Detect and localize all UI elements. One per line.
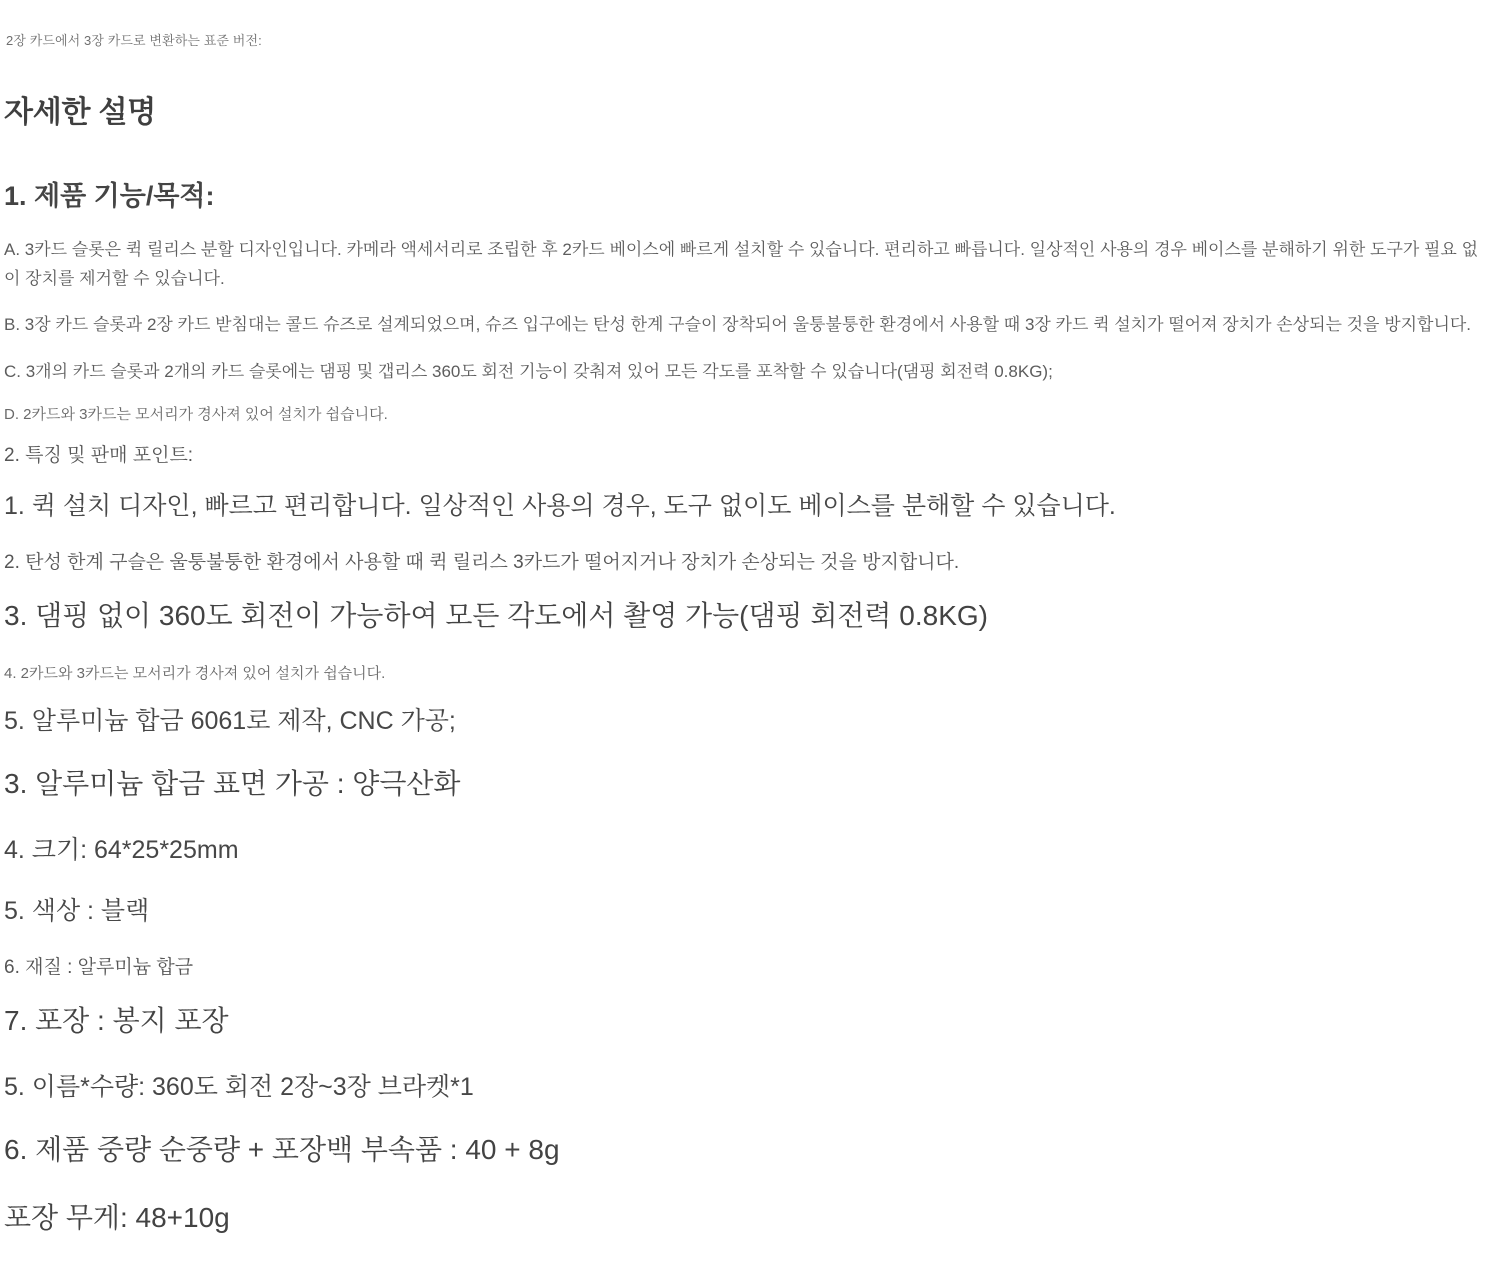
header-note: 2장 카드에서 3장 카드로 변환하는 표준 버전: <box>6 33 262 48</box>
page-title: 자세한 설명 <box>4 96 157 130</box>
selling-point-5-material-cnc: 5. 알루미늄 합금 6061로 제작, CNC 가공; <box>4 706 456 735</box>
spec-product-weight: 6. 제품 중량 순중량 + 포장백 부속품 : 40 + 8g <box>4 1133 560 1165</box>
feature-item-a: A. 3카드 슬롯은 퀵 릴리스 분할 디자인입니다. 카메라 액세서리로 조립한 후 2카드 베이스에 빠르게 설치할 수 있습니다. 편리하고 빠릅니다. 일상적인 사용의 경우 베이스를 분해하기 위한 도구가 필요 없이 장치를 제거할 수 있습니다. <box>4 239 1479 289</box>
spec-material: 6. 재질 : 알루미늄 합금 <box>4 956 194 978</box>
spec-package-weight: 포장 무게: 48+10g <box>4 1201 230 1233</box>
spec-surface-treatment: 3. 알루미늄 합금 표면 가공 : 양극산화 <box>4 767 461 799</box>
spec-packaging: 7. 포장 : 봉지 포장 <box>4 1004 229 1036</box>
spec-color: 5. 색상 : 블랙 <box>4 896 150 925</box>
feature-item-c: C. 3개의 카드 슬롯과 2개의 카드 슬롯에는 댐핑 및 갭리스 360도 회전 기능이 갖춰져 있어 모든 각도를 포착할 수 있습니다(댐핑 회전력 0.8KG); <box>4 361 1053 381</box>
section-heading-features-purpose: 1. 제품 기능/목적: <box>4 180 215 211</box>
spec-name-quantity: 5. 이름*수량: 360도 회전 2장~3장 브라켓*1 <box>4 1072 474 1101</box>
selling-point-1: 1. 퀵 설치 디자인, 빠르고 편리합니다. 일상적인 사용의 경우, 도구 없이도 베이스를 분해할 수 있습니다. <box>4 491 1116 520</box>
spec-size: 4. 크기: 64*25*25mm <box>4 835 239 864</box>
selling-point-4: 4. 2카드와 3카드는 모서리가 경사져 있어 설치가 쉽습니다. <box>4 664 386 682</box>
selling-point-2: 2. 탄성 한계 구슬은 울퉁불퉁한 환경에서 사용할 때 퀵 릴리스 3카드가 떨어지거나 장치가 손상되는 것을 방지합니다. <box>4 551 960 573</box>
feature-item-b: B. 3장 카드 슬롯과 2장 카드 받침대는 콜드 슈즈로 설계되었으며, 슈즈 입구에는 탄성 한계 구슬이 장착되어 울퉁불퉁한 환경에서 사용할 때 3장 카드 퀵 설치가 떨어져 장치가 손상되는 것을 방지합니다. <box>4 315 1472 335</box>
feature-item-d: D. 2카드와 3카드는 모서리가 경사져 있어 설치가 쉽습니다. <box>4 405 388 423</box>
selling-point-3: 3. 댐핑 없이 360도 회전이 가능하여 모든 각도에서 촬영 가능(댐핑 회전력 0.8KG) <box>4 599 988 631</box>
section-heading-selling-points: 2. 특징 및 판매 포인트: <box>4 444 194 466</box>
